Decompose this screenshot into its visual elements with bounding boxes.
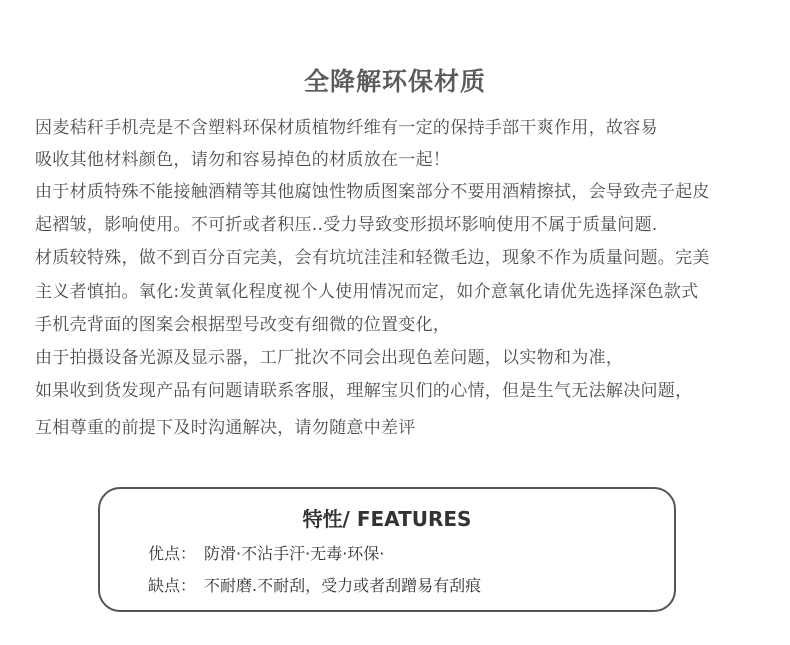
paragraph-line: 因麦秸秆手机壳是不含塑料环保材质植物纤维有一定的保持手部干爽作用，故容易 xyxy=(35,118,658,138)
paragraph-line: 材质较特殊，做不到百分百完美，会有坑坑洼洼和轻微毛边，现象不作为质量问题。完美 xyxy=(35,248,710,268)
paragraph-line: 手机壳背面的图案会根据型号改变有细微的位置变化， xyxy=(35,315,451,335)
paragraph-line: 起褶皱，影响使用。不可折或者积压..受力导致变形损坏影响使用不属于质量问题. xyxy=(35,215,658,235)
pros-label: 优点： xyxy=(148,544,197,563)
features-title: 特性/ FEATURES xyxy=(302,507,472,531)
page-title: 全降解环保材质 xyxy=(303,67,486,96)
paragraph-line: 互相尊重的前提下及时沟通解决，请勿随意中差评 xyxy=(35,418,416,438)
paragraph-line: 由于材质特殊不能接触酒精等其他腐蚀性物质图案部分不要用酒精擦拭，会导致壳子起皮 xyxy=(35,182,710,202)
paragraph-line: 如果收到货发现产品有问题请联系客服，理解宝贝们的心情，但是生气无法解决问题， xyxy=(35,381,693,401)
pros-text: 防滑·不沾手汗·无毒·环保· xyxy=(204,544,385,563)
cons-text: 不耐磨.不耐刮，受力或者刮蹭易有刮痕 xyxy=(204,576,482,595)
paragraph-line: 吸收其他材料颜色，请勿和容易掉色的材质放在一起！ xyxy=(35,150,451,170)
pros-row xyxy=(148,541,384,564)
features-box xyxy=(98,487,676,612)
cons-row xyxy=(148,573,481,596)
paragraph-line: 由于拍摄设备光源及显示器，工厂批次不同会出现色差问题，以实物和为准， xyxy=(35,348,624,368)
paragraph-line: 主义者慎拍。氧化:发黄氧化程度视个人使用情况而定，如介意氧化请优先选择深色款式 xyxy=(35,282,699,302)
cons-label: 缺点： xyxy=(148,576,197,595)
